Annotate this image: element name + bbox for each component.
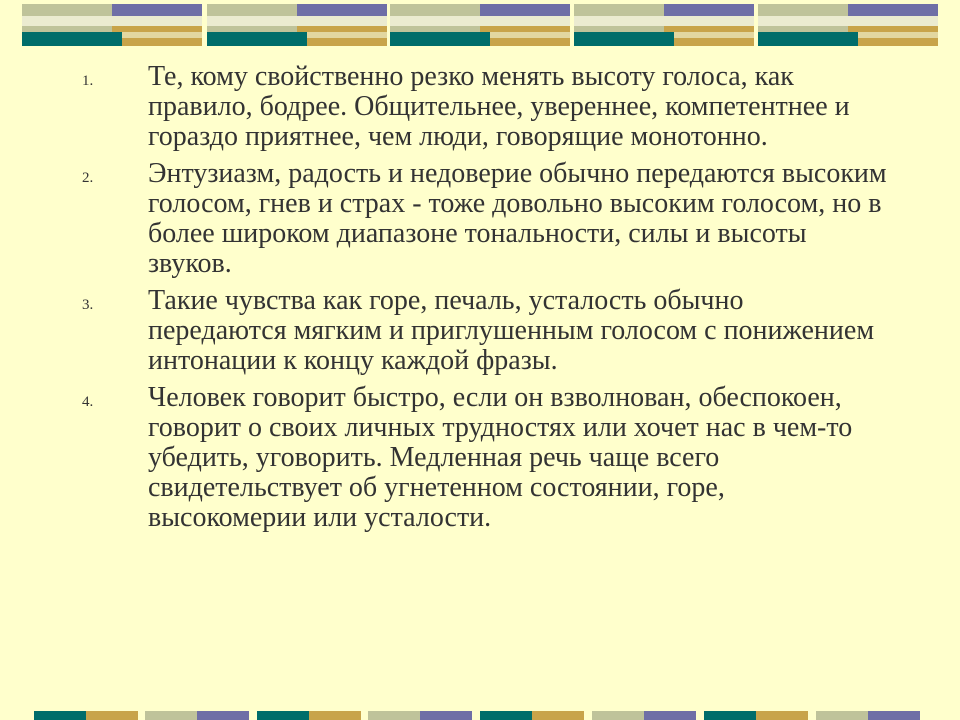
list-item-number: 4. — [82, 394, 94, 410]
list-item-number: 3. — [82, 297, 94, 313]
border-tile — [207, 4, 387, 46]
border-tile — [34, 711, 138, 720]
border-tile — [257, 711, 361, 720]
list-item — [78, 286, 898, 376]
border-tile — [574, 4, 754, 46]
list-item — [78, 62, 898, 152]
border-tile — [816, 711, 920, 720]
border-tile — [145, 711, 249, 720]
list-item — [78, 383, 898, 533]
list-item — [78, 159, 898, 279]
border-tile — [592, 711, 696, 720]
border-tile — [758, 4, 938, 46]
border-tile — [704, 711, 808, 720]
list-item-number: 1. — [82, 73, 94, 89]
list-item-text: Такие чувства как горе, печаль, усталость обычно передаются мягким и приглушенным голосом с понижением интонации к концу каждой фразы. — [148, 285, 875, 376]
list-item-text: Человек говорит быстро, если он взволнован, обеспокоен, говорит о своих личных трудностях или хочет нас в чем-то убедить, уговорить. Медленная речь чаще всего свидетельствует об угнетенном состоянии, горе, высокомерии или усталости. — [148, 382, 853, 533]
border-tile — [22, 4, 202, 46]
list-item-text: Те, кому свойственно резко менять высоту голоса, как правило, бодрее. Общительнее, увереннее, компетентнее и гораздо приятнее, чем люди, говорящие монотонно. — [148, 61, 850, 152]
border-tile — [390, 4, 570, 46]
numbered-list — [78, 62, 898, 533]
border-tile — [368, 711, 472, 720]
bottom-decorative-border — [0, 711, 960, 720]
list-item-text: Энтузиазм, радость и недоверие обычно передаются высоким голосом, гнев и страх - тоже довольно высоким голосом, но в более широком диапазоне тональности, силы и высоты звуков. — [148, 158, 887, 279]
border-tile — [480, 711, 584, 720]
slide-content — [78, 62, 898, 540]
list-item-number: 2. — [82, 170, 94, 186]
top-decorative-border — [0, 0, 960, 48]
